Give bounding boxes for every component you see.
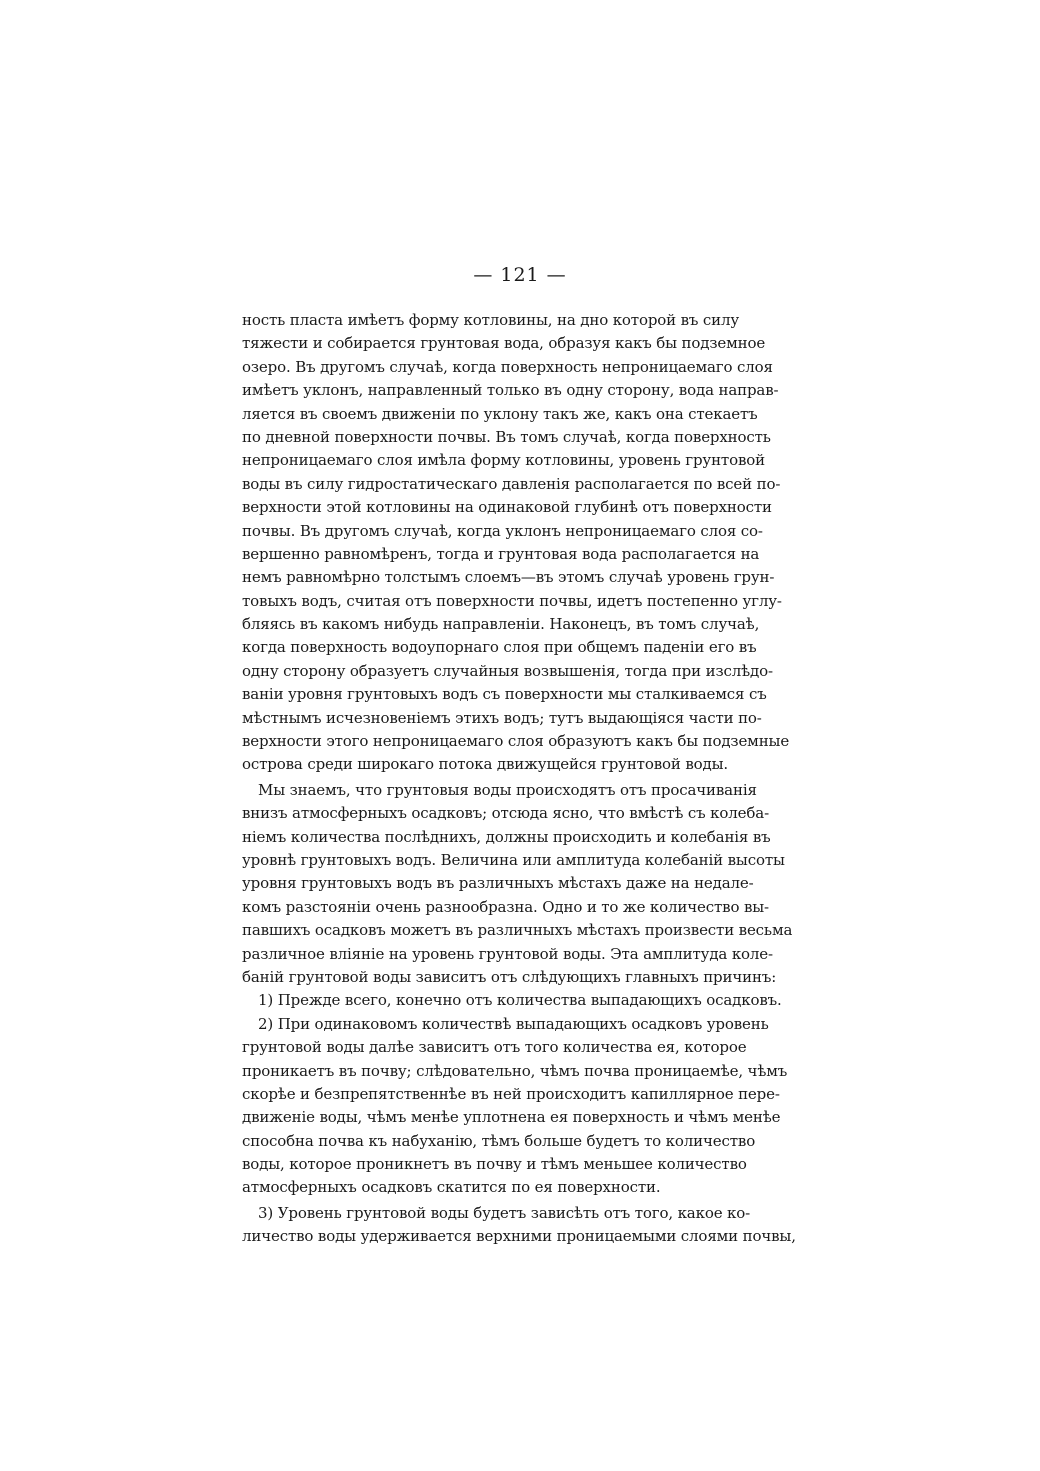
text-line: одну сторону образуетъ случайныя возвышенія, тогда при изслѣдо- [242, 661, 773, 680]
text-line: воды, которое проникнетъ въ почву и тѣмъ меньшее количество [242, 1155, 747, 1174]
text-line: грунтовой воды далѣе зависитъ отъ того количества ея, которое [242, 1038, 747, 1057]
text-line: ваніи уровня грунтовыхъ водъ съ поверхности мы сталкиваемся съ [242, 685, 767, 704]
text-line: по дневной поверхности почвы. Въ томъ случаѣ, когда поверхность [242, 427, 771, 446]
text-line: ность пласта имѣетъ форму котловины, на дно которой въ силу [242, 311, 740, 329]
text-line: тяжести и собирается грунтовая вода, образуя какъ бы подземное [242, 334, 766, 353]
paragraph-2 [242, 779, 793, 990]
text-line: 3) Уровень грунтовой воды будетъ зависѣть отъ того, какое ко- [258, 1203, 751, 1222]
text-line: верхности этого непроницаемаго слоя образуютъ какъ бы подземные [242, 732, 790, 751]
text-line: Мы знаемъ, что грунтовыя воды происходятъ отъ просачиванія [258, 780, 757, 799]
text-line: непроницаемаго слоя имѣла форму котловины, уровень грунтовой [242, 451, 765, 470]
text-line: верхности этой котловины на одинаковой глубинѣ отъ поверхности [242, 498, 772, 517]
text-line: товыхъ водъ, считая отъ поверхности почвы, идетъ постепенно углу- [242, 591, 782, 610]
text-line: вершенно равномѣренъ, тогда и грунтовая вода располагается на [242, 544, 760, 563]
text-line: различное вліяніе на уровень грунтовой воды. Эта амплитуда коле- [242, 944, 773, 963]
text-line: павшихъ осадковъ можетъ въ различныхъ мѣстахъ произвести весьма [242, 921, 793, 940]
text-line: озеро. Въ другомъ случаѣ, когда поверхность непроницаемаго слоя [242, 357, 773, 376]
paragraph-1 [242, 309, 790, 777]
text-line: бляясь въ какомъ нибудь направленіи. Наконецъ, въ томъ случаѣ, [242, 615, 760, 634]
text-line: движеніе воды, чѣмъ менѣе уплотнена ея поверхность и чѣмъ менѣе [242, 1108, 781, 1127]
paragraph-5 [242, 1202, 796, 1249]
page-number: — 121 — [473, 264, 567, 286]
text-line: 1) Прежде всего, конечно отъ количества выпадающихъ осадковъ. [258, 991, 782, 1010]
text-line: почвы. Въ другомъ случаѣ, когда уклонъ непроницаемаго слоя со- [242, 521, 763, 540]
text-line: проникаетъ въ почву; слѣдовательно, чѣмъ почва проницаемѣе, чѣмъ [242, 1061, 788, 1080]
text-line: мѣстнымъ исчезновеніемъ этихъ водъ; тутъ выдающіяся части по- [242, 708, 762, 727]
text-line: уровнѣ грунтовыхъ водъ. Величина или амплитуда колебаній высоты [242, 850, 785, 869]
text-line: скорѣе и безпрепятственнѣе въ ней происходитъ капиллярное пере- [242, 1084, 780, 1103]
text-line: имѣетъ уклонъ, направленный только въ одну сторону, вода направ- [242, 381, 779, 400]
text-line: ніемъ количества послѣднихъ, должны происходить и колебанія въ [242, 827, 771, 846]
text-line: когда поверхность водоупорнаго слоя при общемъ паденіи его въ [242, 638, 757, 657]
text-line: способна почва къ набуханію, тѣмъ больше будетъ то количество [242, 1131, 756, 1150]
text-line: уровня грунтовыхъ водъ въ различныхъ мѣстахъ даже на недале- [242, 874, 754, 893]
paragraph-4 [242, 1013, 788, 1200]
text-line: личество воды удерживается верхними проницаемыми слоями почвы, [242, 1227, 796, 1246]
text-line: воды въ силу гидростатическаго давленія располагается по всей по- [242, 474, 781, 493]
text-line: внизъ атмосферныхъ осадковъ; отсюда ясно, что вмѣстѣ съ колеба- [242, 804, 769, 823]
paragraph-3 [242, 989, 782, 1012]
text-line: 2) При одинаковомъ количествѣ выпадающихъ осадковъ уровень [258, 1014, 769, 1033]
text-column [242, 309, 796, 1249]
text-line: комъ разстояніи очень разнообразна. Одно и то же количество вы- [242, 897, 769, 916]
text-line: ляется въ своемъ движеніи по уклону такъ же, какъ она стекаетъ [242, 404, 758, 423]
text-line: атмосферныхъ осадковъ скатится по ея поверхности. [242, 1178, 661, 1197]
text-line: острова среди широкаго потока движущейся грунтовой воды. [242, 755, 729, 774]
text-line: немъ равномѣрно толстымъ слоемъ—въ этомъ случаѣ уровень грун- [242, 568, 775, 587]
text-line: баній грунтовой воды зависитъ отъ слѣдующихъ главныхъ причинъ: [242, 967, 777, 986]
